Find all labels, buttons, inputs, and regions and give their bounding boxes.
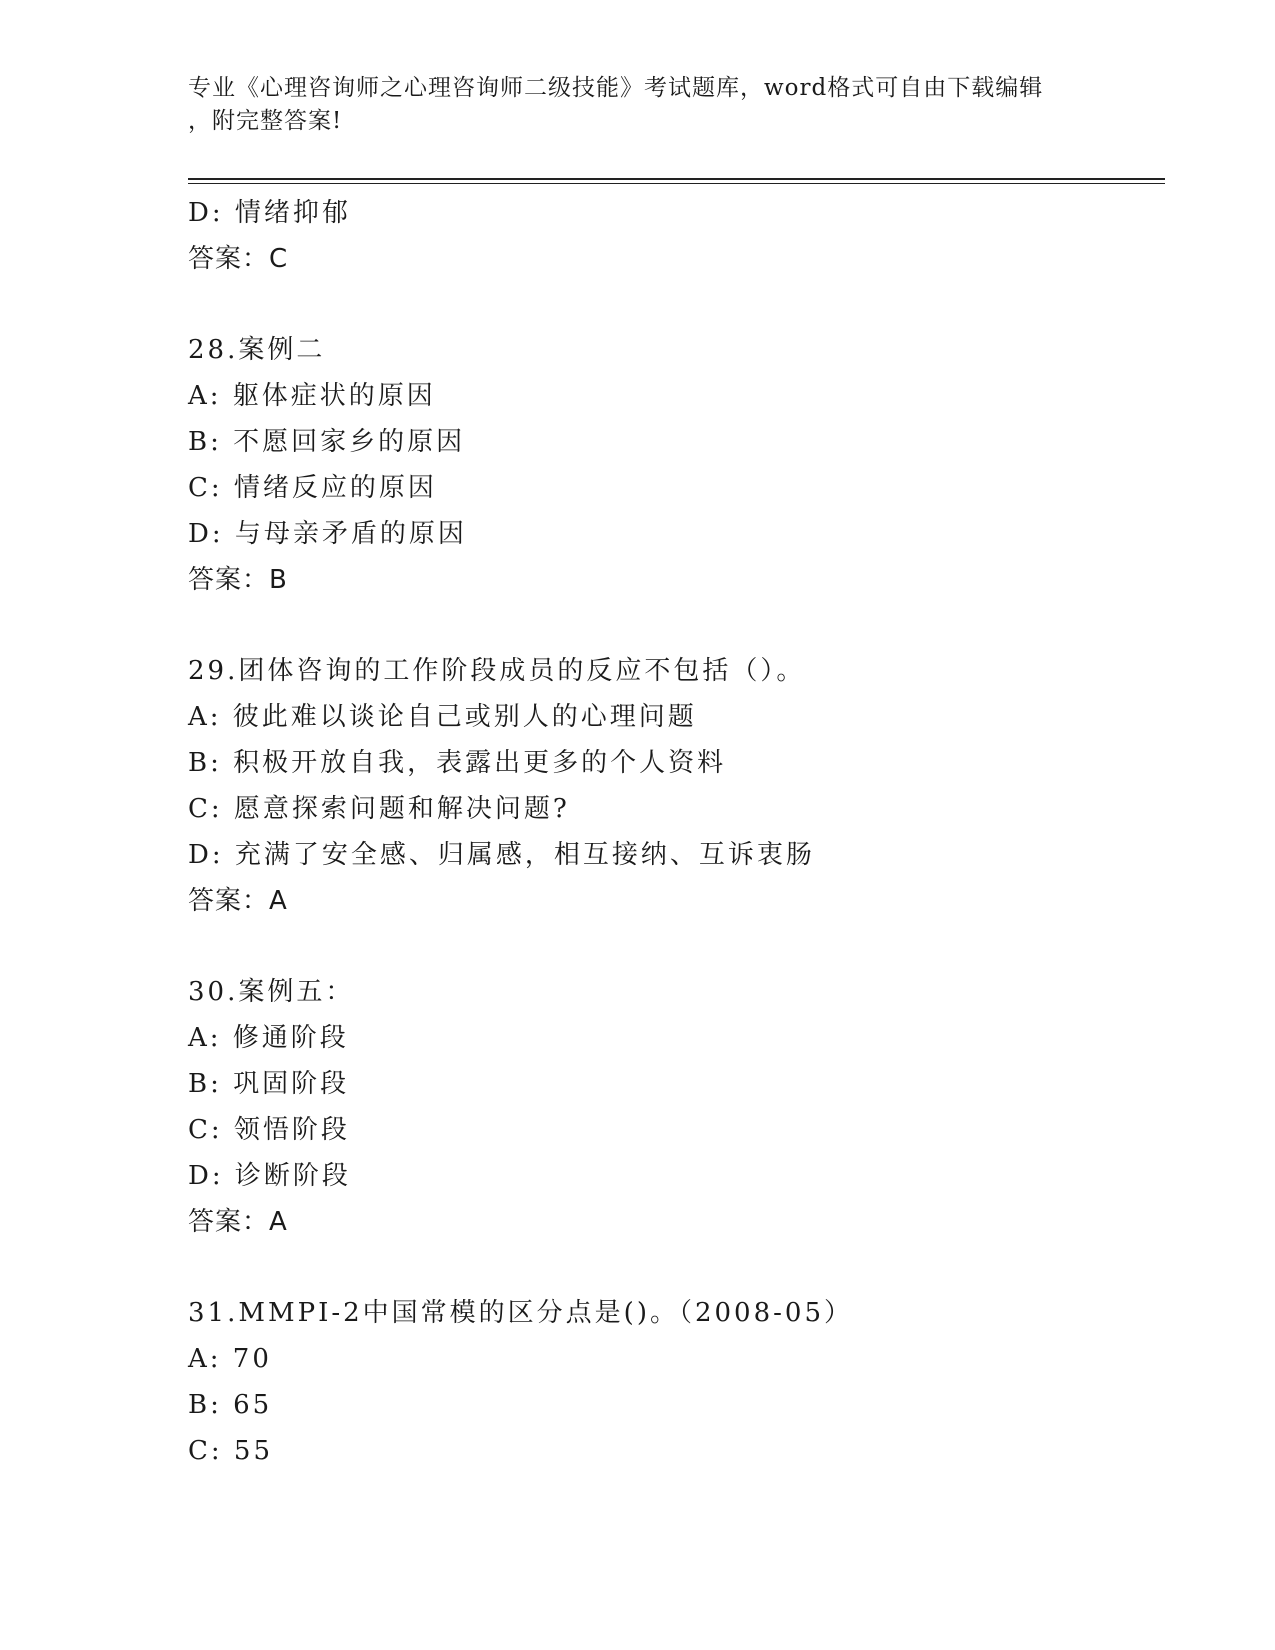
option-a: A: 70 [188,1344,272,1374]
option-a: A: 修通阶段 [188,1023,349,1053]
question-list [188,190,1148,1474]
answer-line: 答案：A [188,1207,288,1237]
question-30 [188,969,1148,1245]
option-d: D: 诊断阶段 [188,1161,351,1191]
option-d: D: 充满了安全感、归属感，相互接纳、互诉衷肠 [188,840,815,870]
question-stem: 29.团体咨询的工作阶段成员的反应不包括（）。 [188,656,806,686]
answer-line: 答案：B [188,565,288,595]
answer-line: 答案：C [188,244,289,274]
header-rule-thick [188,178,1165,180]
option-a: A: 躯体症状的原因 [188,381,436,411]
header-rule-thin [188,183,1165,184]
header-title-line-1: 专业《心理咨询师之心理咨询师二级技能》考试题库，word格式可自由下载编辑 [188,75,1044,101]
option-c: C: 愿意探索问题和解决问题? [188,794,570,824]
document-header [188,72,1088,138]
option-b: B: 65 [188,1390,273,1420]
option-c: C: 情绪反应的原因 [188,473,437,503]
header-title-line-2: ，附完整答案! [188,108,343,134]
question-stem: 31.MMPI-2中国常模的区分点是()。（2008-05） [188,1298,854,1328]
option-b: B: 巩固阶段 [188,1069,350,1099]
question-31 [188,1290,1148,1474]
option-b: B: 不愿回家乡的原因 [188,427,466,457]
option-c: C: 领悟阶段 [188,1115,350,1145]
question-stem: 30.案例五： [188,977,355,1007]
question-stem: 28.案例二 [188,335,326,365]
option-a: A: 彼此难以谈论自己或别人的心理问题 [188,702,697,732]
question-29 [188,648,1148,924]
option-c: C: 55 [188,1436,274,1466]
question-28 [188,327,1148,603]
answer-line: 答案：A [188,886,288,916]
option-b: B: 积极开放自我，表露出更多的个人资料 [188,748,727,778]
option-d: D: 与母亲矛盾的原因 [188,519,467,549]
option-d: D: 情绪抑郁 [188,198,351,228]
